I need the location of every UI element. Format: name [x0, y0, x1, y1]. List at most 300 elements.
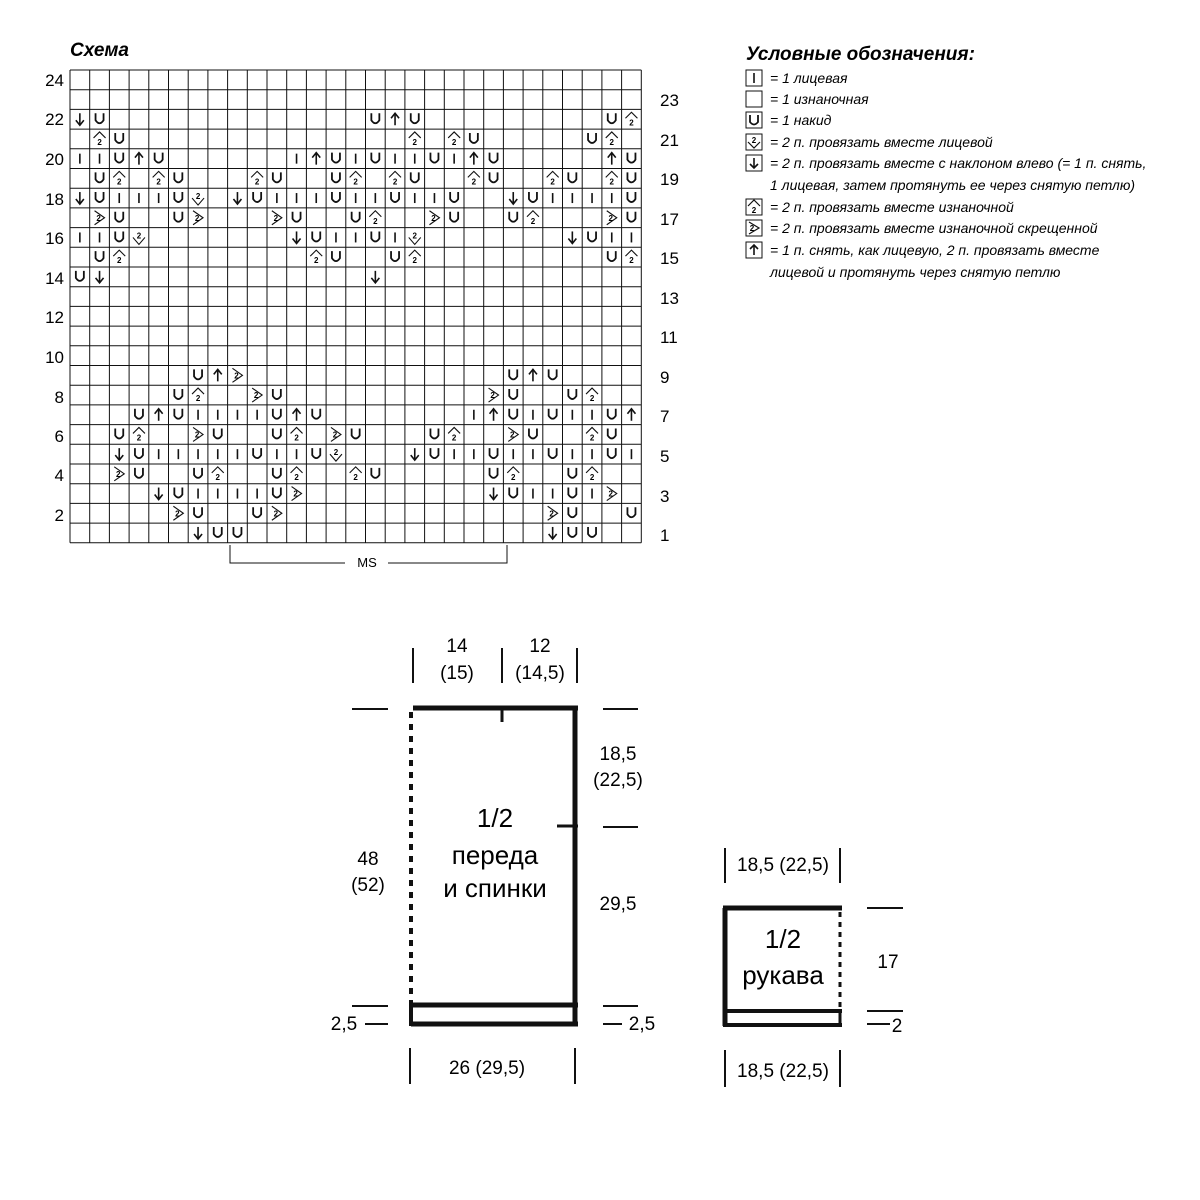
legend-item-purl [746, 91, 869, 107]
yarn-over-symbol [332, 153, 340, 163]
p2tog-symbol [310, 250, 322, 265]
svg-text:2: 2 [314, 256, 319, 266]
p2tog-tbl-symbol [95, 211, 105, 225]
ssk-symbol [233, 192, 241, 204]
row-number: 11 [660, 328, 678, 347]
yarn-over-symbol [174, 212, 182, 222]
yarn-over-symbol [135, 409, 143, 419]
svg-text:2: 2 [116, 469, 121, 479]
row-number: 24 [45, 71, 64, 90]
p2tog-symbol [133, 427, 145, 442]
sleeve-height: 17 [877, 952, 899, 973]
svg-text:2: 2 [253, 391, 259, 401]
svg-text:2: 2 [195, 192, 201, 202]
yarn-over-symbol [253, 192, 261, 202]
row-number: 4 [54, 466, 64, 485]
svg-text:2: 2 [392, 177, 398, 187]
legend-item-p2tog [746, 199, 1014, 215]
svg-text:2: 2 [412, 231, 417, 241]
svg-text:2: 2 [451, 137, 457, 147]
p2tog-symbol [606, 171, 618, 186]
row-number: 12 [45, 308, 64, 327]
row-number: 16 [45, 229, 64, 248]
yarn-over-symbol [627, 507, 635, 517]
yarn-over-symbol [135, 468, 143, 478]
p2tog-tbl-symbol [232, 368, 242, 382]
p2tog-tbl-symbol [272, 506, 282, 520]
yarn-over-symbol [155, 153, 163, 163]
ssk-symbol [76, 113, 84, 125]
yarn-over-symbol [549, 409, 557, 419]
yarn-over-symbol [588, 527, 596, 537]
yarn-over-symbol [214, 428, 222, 438]
ssk-symbol [76, 192, 84, 204]
yarn-over-symbol [411, 113, 419, 123]
yarn-over-symbol [233, 527, 241, 537]
legend-text: лицевой и протянуть через снятую петлю [770, 264, 1061, 280]
svg-text:2: 2 [333, 448, 339, 458]
sk2p-symbol [312, 153, 320, 165]
p2tog-symbol [369, 211, 381, 226]
yarn-over-symbol [549, 369, 557, 379]
svg-text:2: 2 [353, 472, 358, 482]
legend-text: = 2 п. провязать вместе изнаночной скрещенной [770, 220, 1098, 236]
yarn-over-symbol [273, 409, 281, 419]
yarn-over-symbol [608, 251, 616, 261]
legend-title: Условные обозначения: [746, 44, 975, 65]
k2tog-symbol [133, 231, 145, 244]
k2tog-symbol [409, 231, 421, 244]
sleeve-title-line1: 1/2 [764, 924, 802, 954]
p2tog-tbl-symbol [429, 211, 439, 225]
yarn-over-symbol [470, 133, 478, 143]
svg-text:2: 2 [431, 213, 436, 223]
yarn-over-symbol [588, 133, 596, 143]
armhole-height: 18,5 [599, 744, 637, 765]
svg-text:2: 2 [273, 213, 279, 223]
svg-text:2: 2 [609, 137, 614, 147]
p2tog-symbol [350, 171, 362, 186]
yarn-over-symbol [174, 192, 182, 202]
yarn-over-symbol [568, 468, 576, 478]
yarn-over-symbol [273, 488, 281, 498]
ssk-symbol [568, 231, 576, 243]
svg-text:2: 2 [412, 137, 417, 147]
yarn-over-symbol [568, 172, 576, 182]
svg-text:2: 2 [749, 224, 755, 233]
ssk-arrow-down-icon [750, 158, 758, 168]
row-number: 19 [660, 170, 679, 189]
sleeve-bottom-width: 18,5 (22,5) [737, 1061, 829, 1082]
p2tog-symbol [113, 171, 125, 186]
yarn-over-symbol [391, 192, 399, 202]
yarn-over-symbol [490, 172, 498, 182]
repeat-label: MS [357, 555, 377, 570]
yarn-over-symbol [371, 468, 379, 478]
row-numbers-right [660, 91, 679, 545]
svg-text:2: 2 [117, 256, 122, 266]
yarn-over-symbol [253, 448, 261, 458]
yarn-over-symbol [509, 212, 517, 222]
p2tog-symbol [468, 171, 480, 186]
p2tog-tbl-symbol [548, 506, 558, 520]
svg-text:2: 2 [609, 177, 614, 187]
svg-text:2: 2 [549, 509, 554, 519]
ssk-symbol [549, 527, 557, 539]
p2tog-tbl-symbol [607, 211, 617, 225]
p2tog-tbl-symbol [193, 427, 203, 441]
svg-text:2: 2 [254, 177, 260, 187]
p2tog-symbol [625, 250, 637, 265]
p2tog-symbol-icon [748, 200, 760, 215]
svg-text:2: 2 [273, 509, 279, 519]
legend-text: = 1 накид [770, 112, 832, 128]
svg-text:2: 2 [195, 394, 201, 404]
p2tog-symbol [586, 388, 598, 403]
p2tog-symbol [409, 250, 421, 265]
p2tog-symbol [291, 427, 303, 442]
yarn-over-symbol [115, 133, 123, 143]
sk2p-symbol [490, 409, 498, 421]
p2tog-tbl-symbol [607, 487, 617, 501]
p2tog-tbl-symbol [331, 427, 341, 441]
svg-text:2: 2 [294, 472, 299, 482]
yarn-over-symbol [608, 113, 616, 123]
chart-title: Схема [70, 40, 130, 61]
p2tog-symbol [625, 112, 637, 127]
top-left-width: 14 [446, 636, 468, 657]
yarn-over-symbol [174, 172, 182, 182]
yarn-over-symbol [588, 231, 596, 241]
armhole-height-alt: (22,5) [593, 770, 643, 791]
yarn-over-symbol [174, 389, 182, 399]
top-right-width: 12 [529, 636, 551, 657]
yarn-over-symbol [332, 192, 340, 202]
p2tog-symbol [586, 467, 598, 482]
k2tog-symbol-icon [748, 136, 760, 148]
svg-text:2: 2 [294, 433, 299, 443]
row-number: 10 [45, 348, 64, 367]
svg-text:2: 2 [451, 433, 457, 443]
yarn-over-symbol [490, 448, 498, 458]
row-number: 7 [660, 407, 670, 426]
svg-text:2: 2 [510, 430, 515, 440]
row-number: 18 [45, 190, 64, 209]
sk2p-symbol [155, 409, 163, 421]
sleeve-schematic [723, 848, 903, 1087]
yarn-over-symbol [253, 507, 261, 517]
body-title-line1: 1/2 [476, 803, 514, 833]
svg-text:2: 2 [589, 394, 595, 404]
row-number: 2 [54, 506, 64, 525]
yarn-over-symbol [332, 251, 340, 261]
yarn-over-symbol [627, 172, 635, 182]
yarn-over-symbol [490, 153, 498, 163]
total-height-alt: (52) [351, 875, 385, 896]
p2tog-symbol [251, 171, 263, 186]
body-title-line2: переда [451, 840, 539, 870]
yarn-over-symbol [450, 192, 458, 202]
right-band-height: 2,5 [628, 1014, 656, 1035]
legend-item-ssk [746, 155, 1146, 193]
yarn-over-symbol [430, 448, 438, 458]
svg-text:2: 2 [589, 472, 595, 482]
yarn-over-symbol [194, 468, 202, 478]
p2tog-symbol [113, 250, 125, 265]
ssk-symbol [490, 488, 498, 500]
svg-text:2: 2 [194, 213, 200, 223]
sleeve-top-width: 18,5 (22,5) [737, 855, 829, 876]
row-number: 1 [660, 526, 670, 545]
yarn-over-symbol [352, 212, 360, 222]
yarn-over-symbol [391, 251, 399, 261]
yarn-over-symbol [273, 389, 281, 399]
svg-text:2: 2 [751, 206, 757, 215]
p2tog-symbol [606, 132, 618, 147]
yarn-over-symbol [509, 369, 517, 379]
row-number: 23 [660, 91, 679, 110]
sk2p-symbol [214, 369, 222, 381]
svg-text:2: 2 [215, 472, 220, 482]
svg-text:2: 2 [471, 177, 477, 187]
yarn-over-symbol [352, 428, 360, 438]
yarn-over-symbol [608, 428, 616, 438]
yarn-over-symbol [371, 113, 379, 123]
bottom-width: 26 (29,5) [448, 1058, 526, 1079]
body-schematic [331, 636, 655, 1084]
ssk-symbol [371, 271, 379, 283]
yarn-over-symbol [529, 428, 537, 438]
yarn-over-symbol [96, 192, 104, 202]
yarn-over-symbol [568, 488, 576, 498]
yarn-over-symbol [332, 172, 340, 182]
yarn-over-symbol [273, 468, 281, 478]
yarn-over-symbol [174, 409, 182, 419]
yarn-over-symbol [490, 468, 498, 478]
top-left-width-alt: (15) [440, 663, 474, 684]
yarn-over-symbol [549, 448, 557, 458]
svg-text:2: 2 [373, 216, 378, 226]
yarn-over-symbol [371, 153, 379, 163]
yarn-over-symbol [568, 527, 576, 537]
legend-text: = 2 п. провязать вместе лицевой [770, 134, 993, 150]
legend-text: 1 лицевая, затем протянуть ее через снятую петлю) [770, 177, 1136, 193]
row-number: 13 [660, 289, 679, 308]
svg-text:2: 2 [234, 371, 239, 381]
ssk-symbol [115, 448, 123, 460]
sk2p-symbol [391, 113, 399, 125]
yarn-over-symbol-icon [750, 115, 758, 125]
yarn-over-symbol [115, 153, 123, 163]
p2tog-tbl-symbol [114, 467, 124, 481]
svg-text:2: 2 [96, 213, 101, 223]
p2tog-symbol [350, 467, 362, 482]
yarn-over-symbol [627, 153, 635, 163]
ssk-symbol [155, 488, 163, 500]
p2tog-symbol [527, 211, 539, 226]
yarn-over-symbol [312, 448, 320, 458]
row-numbers-left [45, 71, 64, 525]
legend-item-p2tog-tbl [746, 220, 1098, 236]
row-number: 5 [660, 447, 670, 466]
k2tog-symbol [330, 448, 342, 461]
ssk-symbol [411, 448, 419, 460]
legend-text: = 1 п. снять, как лицевую, 2 п. провязать вместе [770, 242, 1100, 258]
top-right-width-alt: (14,5) [515, 663, 565, 684]
k2tog-symbol [192, 192, 204, 205]
yarn-over-symbol [293, 212, 301, 222]
yarn-over-symbol [273, 172, 281, 182]
p2tog-symbol [547, 171, 559, 186]
svg-text:2: 2 [511, 472, 516, 482]
legend-text: = 2 п. провязать вместе изнаночной [770, 199, 1014, 215]
yarn-over-symbol [430, 153, 438, 163]
yarn-over-symbol [194, 369, 202, 379]
yarn-over-symbol [135, 448, 143, 458]
yarn-over-symbol [529, 192, 537, 202]
yarn-over-symbol [568, 507, 576, 517]
yarn-over-symbol [96, 113, 104, 123]
p2tog-symbol [153, 171, 165, 186]
yarn-over-symbol [509, 488, 517, 498]
svg-text:2: 2 [293, 489, 298, 499]
row-number: 21 [660, 131, 679, 150]
yarn-over-symbol [608, 448, 616, 458]
yarn-over-symbol [411, 172, 419, 182]
legend-item-yarn-over [746, 112, 832, 128]
row-number: 6 [54, 427, 64, 446]
ssk-symbol [509, 192, 517, 204]
svg-text:2: 2 [156, 177, 161, 187]
ssk-symbol [194, 527, 202, 539]
legend-text: = 1 изнаночная [770, 91, 869, 107]
row-number: 22 [45, 110, 64, 129]
purl-symbol-icon [746, 91, 762, 107]
row-number: 9 [660, 368, 670, 387]
sk2p-symbol [470, 153, 478, 165]
repeat-bracket [230, 545, 507, 570]
row-number: 8 [54, 388, 64, 407]
p2tog-symbol [586, 427, 598, 442]
sk2p-symbol [529, 369, 537, 381]
svg-text:2: 2 [136, 433, 142, 443]
svg-text:2: 2 [608, 213, 613, 223]
svg-text:2: 2 [332, 430, 338, 440]
p2tog-symbol [448, 132, 460, 147]
row-number: 14 [45, 269, 64, 288]
svg-text:2: 2 [589, 433, 595, 443]
p2tog-tbl-symbol [252, 388, 262, 402]
p2tog-symbol [94, 132, 106, 147]
ssk-symbol [293, 231, 301, 243]
yarn-over-symbol [568, 389, 576, 399]
yarn-over-symbol [312, 231, 320, 241]
yarn-over-symbol [509, 409, 517, 419]
svg-text:2: 2 [490, 391, 495, 401]
yarn-over-symbol [627, 192, 635, 202]
row-number: 15 [660, 249, 679, 268]
svg-text:2: 2 [550, 177, 555, 187]
yarn-over-symbol [273, 428, 281, 438]
legend-item-k2tog [746, 134, 993, 150]
p2tog-tbl-symbol [292, 487, 302, 501]
row-number: 3 [660, 487, 670, 506]
p2tog-symbol [448, 427, 460, 442]
sk2p-symbol [135, 153, 143, 165]
legend-text: = 1 лицевая [770, 70, 848, 86]
sleeve-title-line2: рукава [742, 960, 824, 990]
p2tog-tbl-symbol [489, 388, 499, 402]
yarn-over-symbol [509, 389, 517, 399]
svg-text:2: 2 [530, 216, 536, 226]
p2tog-symbol [507, 467, 519, 482]
row-number: 17 [660, 210, 679, 229]
yarn-over-symbol [608, 409, 616, 419]
svg-text:2: 2 [117, 177, 122, 187]
left-band-height: 2,5 [330, 1014, 358, 1035]
sk2p-arrow-up-icon [750, 245, 758, 255]
sk2p-symbol [627, 409, 635, 421]
sk2p-symbol [293, 409, 301, 421]
svg-text:2: 2 [608, 489, 613, 499]
p2tog-symbol [409, 132, 421, 147]
yarn-over-symbol [214, 527, 222, 537]
p2tog-symbol [389, 171, 401, 186]
p2tog-symbol [192, 388, 204, 403]
p2tog-tbl-symbol [193, 211, 203, 225]
p2tog-tbl-symbol [173, 506, 183, 520]
legend-text: = 2 п. провязать вместе с наклоном влево (= 1 п. снять, [770, 155, 1147, 171]
yarn-over-symbol [371, 231, 379, 241]
svg-text:2: 2 [629, 118, 634, 128]
yarn-over-symbol [430, 428, 438, 438]
yarn-over-symbol [174, 488, 182, 498]
yarn-over-symbol [96, 172, 104, 182]
svg-text:2: 2 [751, 136, 757, 145]
yarn-over-symbol [627, 212, 635, 222]
svg-text:2: 2 [194, 430, 200, 440]
yarn-over-symbol [115, 231, 123, 241]
p2tog-tbl-symbol [272, 211, 282, 225]
yarn-over-symbol [115, 212, 123, 222]
svg-text:2: 2 [353, 177, 358, 187]
legend-item-knit [746, 70, 848, 86]
sk2p-symbol [608, 153, 616, 165]
legend-item-sk2p [746, 242, 1100, 280]
p2tog-symbol [291, 467, 303, 482]
legend [746, 44, 1146, 280]
yarn-over-symbol [450, 212, 458, 222]
side-height: 29,5 [599, 894, 637, 915]
body-title-line3: и спинки [443, 873, 547, 903]
svg-text:2: 2 [136, 231, 142, 241]
ssk-symbol [96, 271, 104, 283]
row-number: 20 [45, 150, 64, 169]
yarn-over-symbol [76, 271, 84, 281]
p2tog-tbl-symbol-icon [749, 222, 759, 234]
p2tog-tbl-symbol [508, 427, 518, 441]
total-height: 48 [357, 849, 379, 870]
yarn-over-symbol [312, 409, 320, 419]
svg-text:2: 2 [175, 509, 180, 519]
svg-text:2: 2 [412, 256, 417, 266]
yarn-over-symbol [96, 251, 104, 261]
yarn-over-symbol [194, 507, 202, 517]
p2tog-symbol [212, 467, 224, 482]
sleeve-band-height: 2 [891, 1016, 903, 1037]
yarn-over-symbol [115, 428, 123, 438]
svg-text:2: 2 [629, 256, 634, 266]
